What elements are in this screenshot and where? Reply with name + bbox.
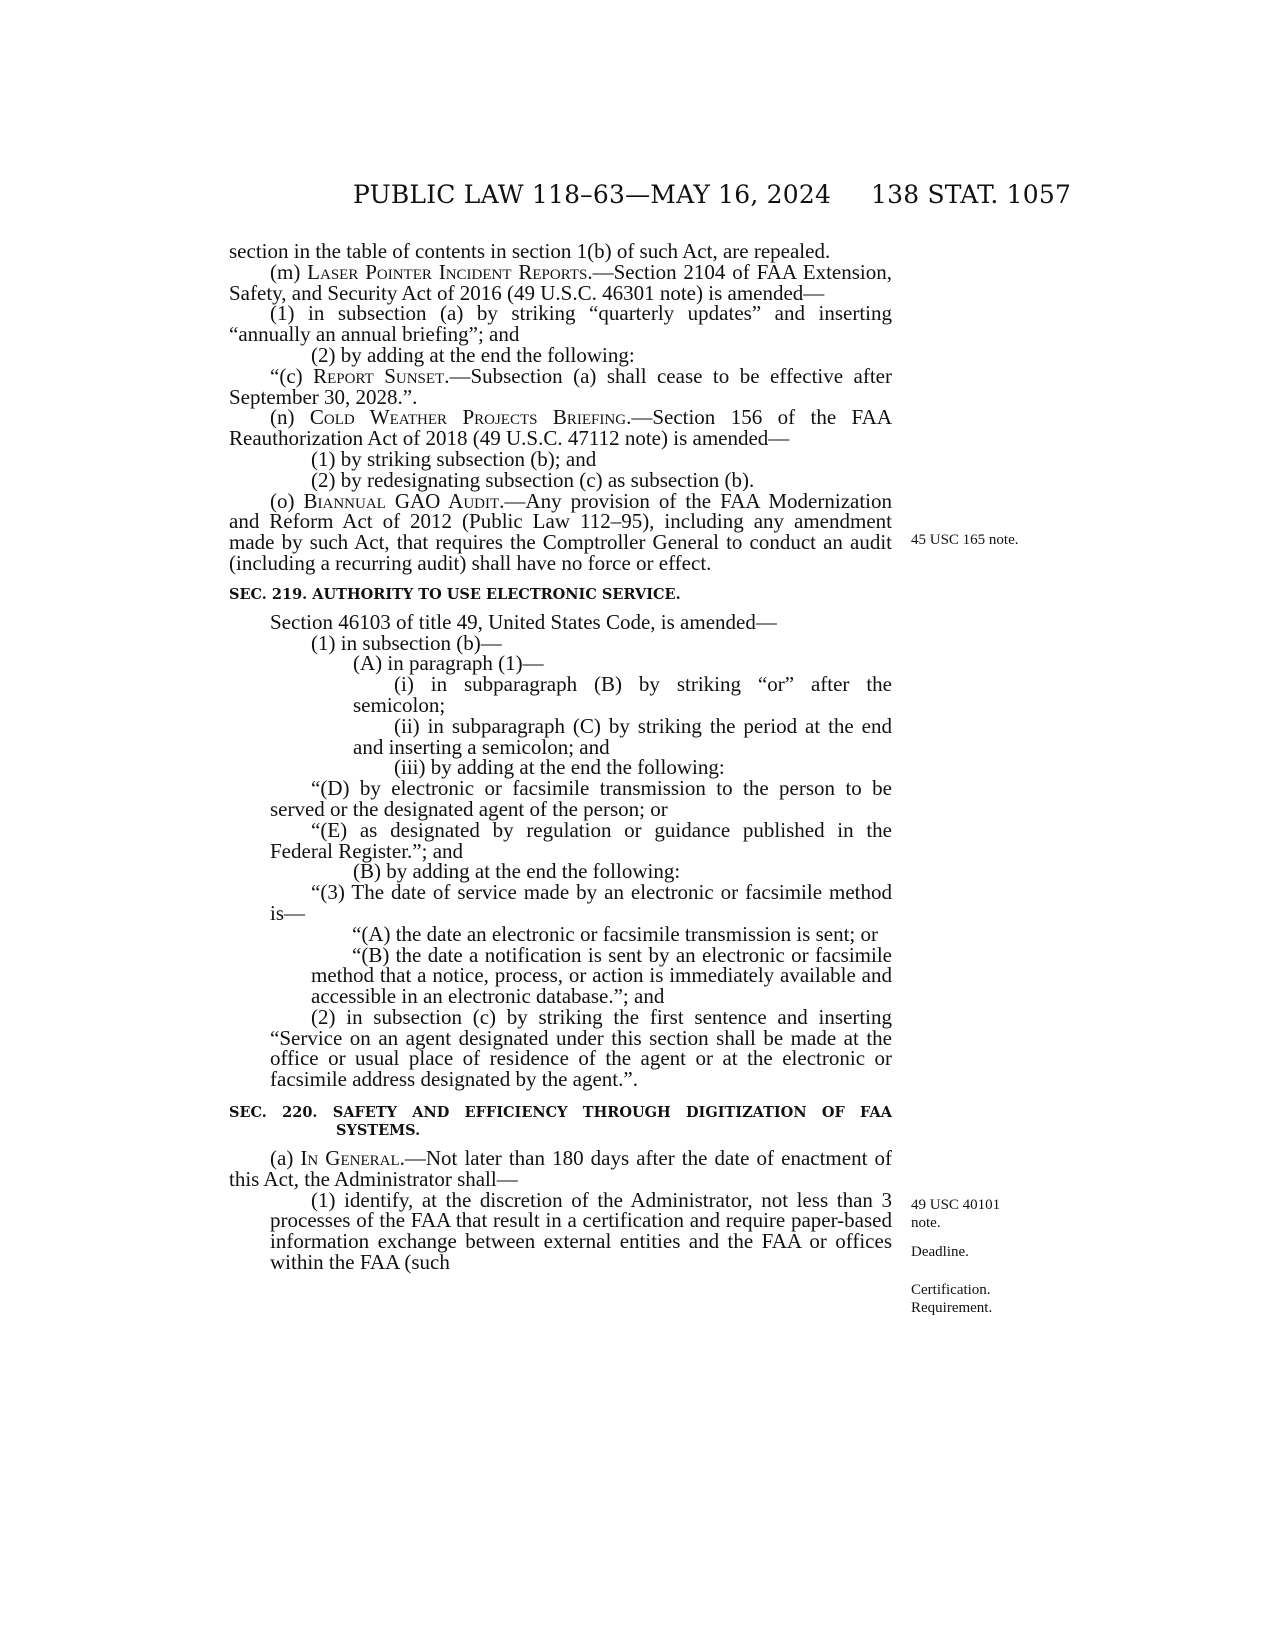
paragraph-repealed: section in the table of contents in section 1(b) of such Act, are repealed. [229, 239, 831, 263]
margin-note-49-usc-40101: 49 USC 40101 note. [911, 1197, 1001, 1231]
section-219-para-1: (1) in subsection (b)— [311, 630, 502, 655]
subsection-m-heading: Laser Pointer Incident Reports [307, 259, 588, 284]
section-219-para-2: (2) in subsection (c) by striking the first sentence and inserting “Service on an agent designated under this section shall be made at the office or usual place of residence of the agent or at the electronic or facsimile address designated by the agent.”. [270, 1004, 892, 1092]
section-219-quoted-3: “(3) The date of service made by an electronic or facsimile method is— [270, 880, 892, 925]
subsection-n-item-2: (2) by redesignating subsection (c) as subsection (b). [311, 467, 755, 492]
subsection-m-item-1: (1) in subsection (a) by striking “quarterly updates” and inserting “annually an annual briefing”; and [229, 301, 892, 347]
margin-note-45-usc-165: 45 USC 165 note. [911, 532, 1019, 548]
subsection-m-item-2: (2) by adding at the end the following: [311, 342, 635, 367]
subsection-m: (m) Laser Pointer Incident Reports.—Section 2104 of FAA Extension, Safety, and Security Act of 2016 (49 U.S.C. 46301 note) is amended— [229, 259, 893, 305]
page-header-title: PUBLIC LAW 118–63—MAY 16, 2024 [353, 180, 832, 209]
section-219-para-1Ai: (i) in subparagraph (B) by striking “or” after the semicolon; [353, 672, 892, 717]
quoted-subsection-c-heading: Report Sunset [313, 363, 445, 388]
section-219-heading: SEC. 219. AUTHORITY TO USE ELECTRONIC SERVICE. [229, 585, 681, 603]
subsection-o-heading: Biannual GAO Audit [303, 488, 500, 513]
section-219-para-1Aiii: (iii) by adding at the end the following: [394, 755, 725, 780]
section-219-intro: Section 46103 of title 49, United States Code, is amended— [270, 609, 777, 634]
section-220-subsection-a-heading: In General [300, 1146, 400, 1171]
subsection-n-item-1: (1) by striking subsection (b); and [311, 446, 597, 471]
margin-note-deadline: Deadline. [911, 1244, 969, 1260]
subsection-o: (o) Biannual GAO Audit.—Any provision of the FAA Modernization and Reform Act of 2012 (Public Law 112–95), including any amendment made by such Act, that requires the Comptroller General to conduct an audit (including a recurring audit) shall have no force or effect. [229, 488, 893, 575]
section-220-para-a1: (1) identify, at the discretion of the Administrator, not less than 3 processes of the FAA that result in a certification and require paper-based information exchange between external entities and the FAA or offices within the FAA (such [270, 1187, 892, 1275]
page-header-stat-citation: 138 STAT. 1057 [871, 180, 1072, 209]
margin-note-certification-requirement: Certification. Requirement. [911, 1282, 993, 1316]
section-219-para-1B: (B) by adding at the end the following: [353, 859, 681, 884]
section-219-para-1A: (A) in paragraph (1)— [353, 651, 544, 676]
section-219-para-1Aii: (ii) in subparagraph (C) by striking the period at the end and inserting a semicolon; and [353, 713, 892, 759]
subsection-n: (n) Cold Weather Projects Briefing.—Section 156 of the FAA Reauthorization Act of 2018 (49 U.S.C. 47112 note) is amended— [229, 405, 892, 451]
quoted-subsection-c: “(c) Report Sunset.—Subsection (a) shall cease to be effective after September 30, 2028.”. [229, 363, 892, 409]
section-219-quoted-D: “(D) by electronic or facsimile transmission to the person to be served or the designated agent of the person; or [270, 776, 892, 821]
section-220-subsection-a: (a) In General.—Not later than 180 days after the date of enactment of this Act, the Administrator shall— [229, 1146, 892, 1191]
subsection-n-heading: Cold Weather Projects Briefing [309, 405, 627, 430]
section-219-quoted-E: “(E) as designated by regulation or guidance published in the Federal Register.”; and [270, 817, 892, 863]
page-body [229, 241, 892, 1273]
section-220-heading: SEC. 220. SAFETY AND EFFICIENCY THROUGH DIGITIZATION OF FAA SYSTEMS. [229, 1104, 892, 1140]
section-219-quoted-3A: “(A) the date an electronic or facsimile transmission is sent; or [352, 921, 878, 946]
section-219-quoted-3B: “(B) the date a notification is sent by an electronic or facsimile method that a notice, process, or action is immediately available and accessible in an electronic database.”; and [311, 942, 892, 1009]
